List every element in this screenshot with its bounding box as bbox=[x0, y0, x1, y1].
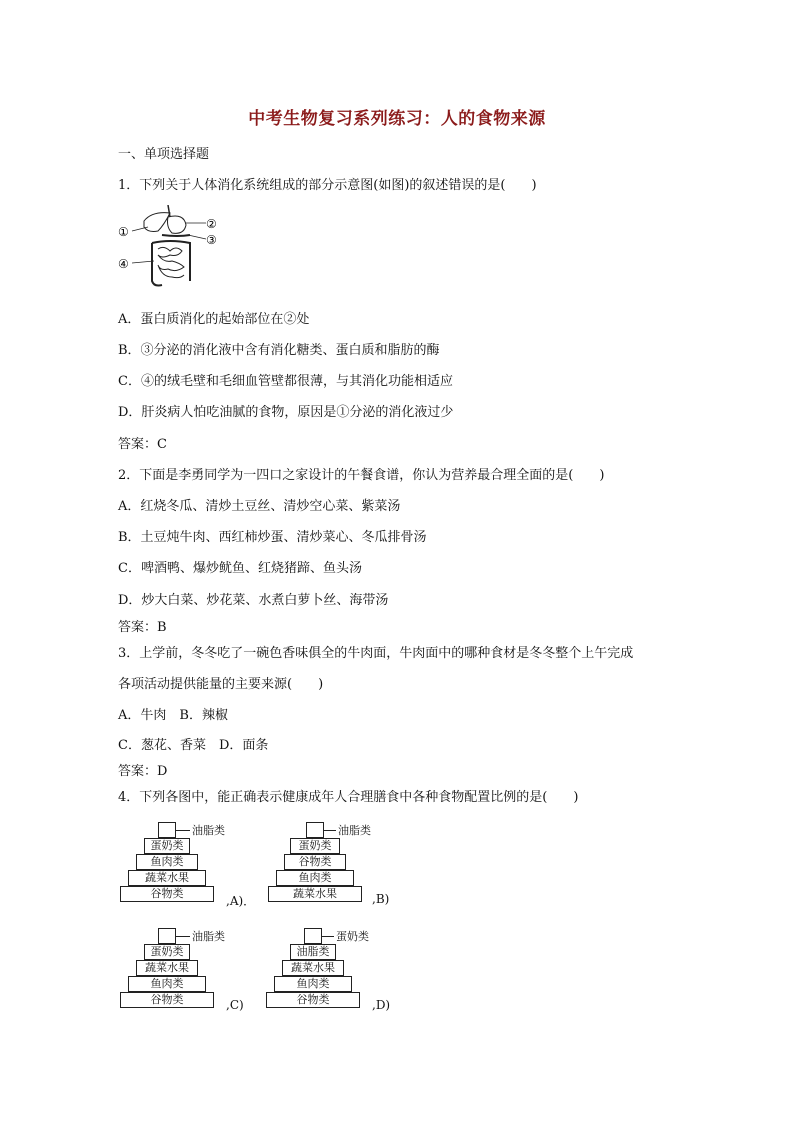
food-pyramid-b bbox=[258, 822, 418, 906]
q1-answer: 答案：C bbox=[118, 437, 167, 452]
food-pyramid-c bbox=[120, 928, 280, 1012]
pyramid-d-layer-2: 蔬菜水果 bbox=[282, 960, 344, 976]
q2-answer: 答案：B bbox=[118, 620, 167, 635]
pyramid-c-top-label: 油脂类 bbox=[192, 930, 225, 943]
pyramid-a-layer-4: 谷物类 bbox=[120, 886, 214, 902]
food-pyramid-d bbox=[264, 928, 424, 1012]
marker-1: ① bbox=[118, 225, 129, 239]
q4-stem: 4．下列各图中，能正确表示健康成年人合理膳食中各种食物配置比例的是( ) bbox=[118, 790, 579, 805]
q3-options-line1: A．牛肉 B．辣椒 bbox=[118, 708, 228, 723]
q1-option-a: A．蛋白质消化的起始部位在②处 bbox=[118, 312, 310, 327]
pyramid-c-layer-1: 蛋奶类 bbox=[144, 944, 190, 960]
pyramid-c-layer-4: 谷物类 bbox=[120, 992, 214, 1008]
pyramid-d-layer-4: 谷物类 bbox=[266, 992, 360, 1008]
pyramid-b-top-label: 油脂类 bbox=[338, 824, 371, 837]
food-pyramid-a bbox=[120, 822, 280, 906]
q1-option-c: C．④的绒毛壁和毛细血管壁都很薄，与其消化功能相适应 bbox=[118, 374, 453, 389]
q1-option-b: B．③分泌的消化液中含有消化糖类、蛋白质和脂肪的酶 bbox=[118, 343, 440, 358]
pyramid-d-top-label: 蛋奶类 bbox=[336, 930, 369, 943]
marker-3: ③ bbox=[206, 233, 217, 247]
pyramid-c-layer-2: 蔬菜水果 bbox=[136, 960, 198, 976]
pyramid-a-layer-2: 鱼肉类 bbox=[136, 854, 198, 870]
q3-answer: 答案：D bbox=[118, 764, 168, 779]
pyramid-b-layer-2: 谷物类 bbox=[284, 854, 346, 870]
q3-options-line2: C．葱花、香菜 D．面条 bbox=[118, 738, 269, 753]
pyramid-b-layer-1: 蛋奶类 bbox=[290, 838, 340, 854]
page-title: 中考生物复习系列练习：人的食物来源 bbox=[248, 109, 546, 129]
q3-stem-line1: 3．上学前，冬冬吃了一碗色香味俱全的牛肉面，牛肉面中的哪种食材是冬冬整个上午完成 bbox=[118, 646, 634, 661]
pyramid-d-layer-3: 鱼肉类 bbox=[274, 976, 352, 992]
q3-stem-line2: 各项活动提供能量的主要来源( ) bbox=[118, 677, 324, 692]
pyramid-b-layer-3: 鱼肉类 bbox=[276, 870, 354, 886]
pyramid-b-tag: ,B) bbox=[372, 892, 390, 906]
section-heading: 一、单项选择题 bbox=[118, 147, 210, 162]
pyramid-a-top-label: 油脂类 bbox=[192, 824, 225, 837]
pyramid-a-layer-3: 蔬菜水果 bbox=[128, 870, 206, 886]
digestive-system-diagram bbox=[118, 205, 228, 291]
pyramid-b-layer-4: 蔬菜水果 bbox=[268, 886, 362, 902]
q2-option-a: A．红烧冬瓜、清炒土豆丝、清炒空心菜、紫菜汤 bbox=[118, 499, 401, 514]
q1-option-d: D．肝炎病人怕吃油腻的食物，原因是①分泌的消化液过少 bbox=[118, 405, 454, 420]
q2-option-d: D．炒大白菜、炒花菜、水煮白萝卜丝、海带汤 bbox=[118, 593, 389, 608]
pyramid-a-tag: ,A)． bbox=[226, 894, 256, 908]
marker-2: ② bbox=[206, 217, 217, 231]
pyramid-c-layer-3: 鱼肉类 bbox=[128, 976, 206, 992]
pyramid-d-layer-1: 油脂类 bbox=[290, 944, 336, 960]
q1-stem: 1．下列关于人体消化系统组成的部分示意图(如图)的叙述错误的是( ) bbox=[118, 178, 537, 193]
q2-stem: 2．下面是李勇同学为一四口之家设计的午餐食谱，你认为营养最合理全面的是( ) bbox=[118, 468, 605, 483]
marker-4: ④ bbox=[118, 257, 129, 271]
q2-option-b: B．土豆炖牛肉、西红柿炒蛋、清炒菜心、冬瓜排骨汤 bbox=[118, 530, 427, 545]
pyramid-a-layer-1: 蛋奶类 bbox=[144, 838, 190, 854]
pyramid-c-tag: ,C) bbox=[226, 998, 244, 1012]
pyramid-d-tag: ,D) bbox=[372, 998, 391, 1012]
q2-option-c: C．啤酒鸭、爆炒鱿鱼、红烧猪蹄、鱼头汤 bbox=[118, 561, 362, 576]
